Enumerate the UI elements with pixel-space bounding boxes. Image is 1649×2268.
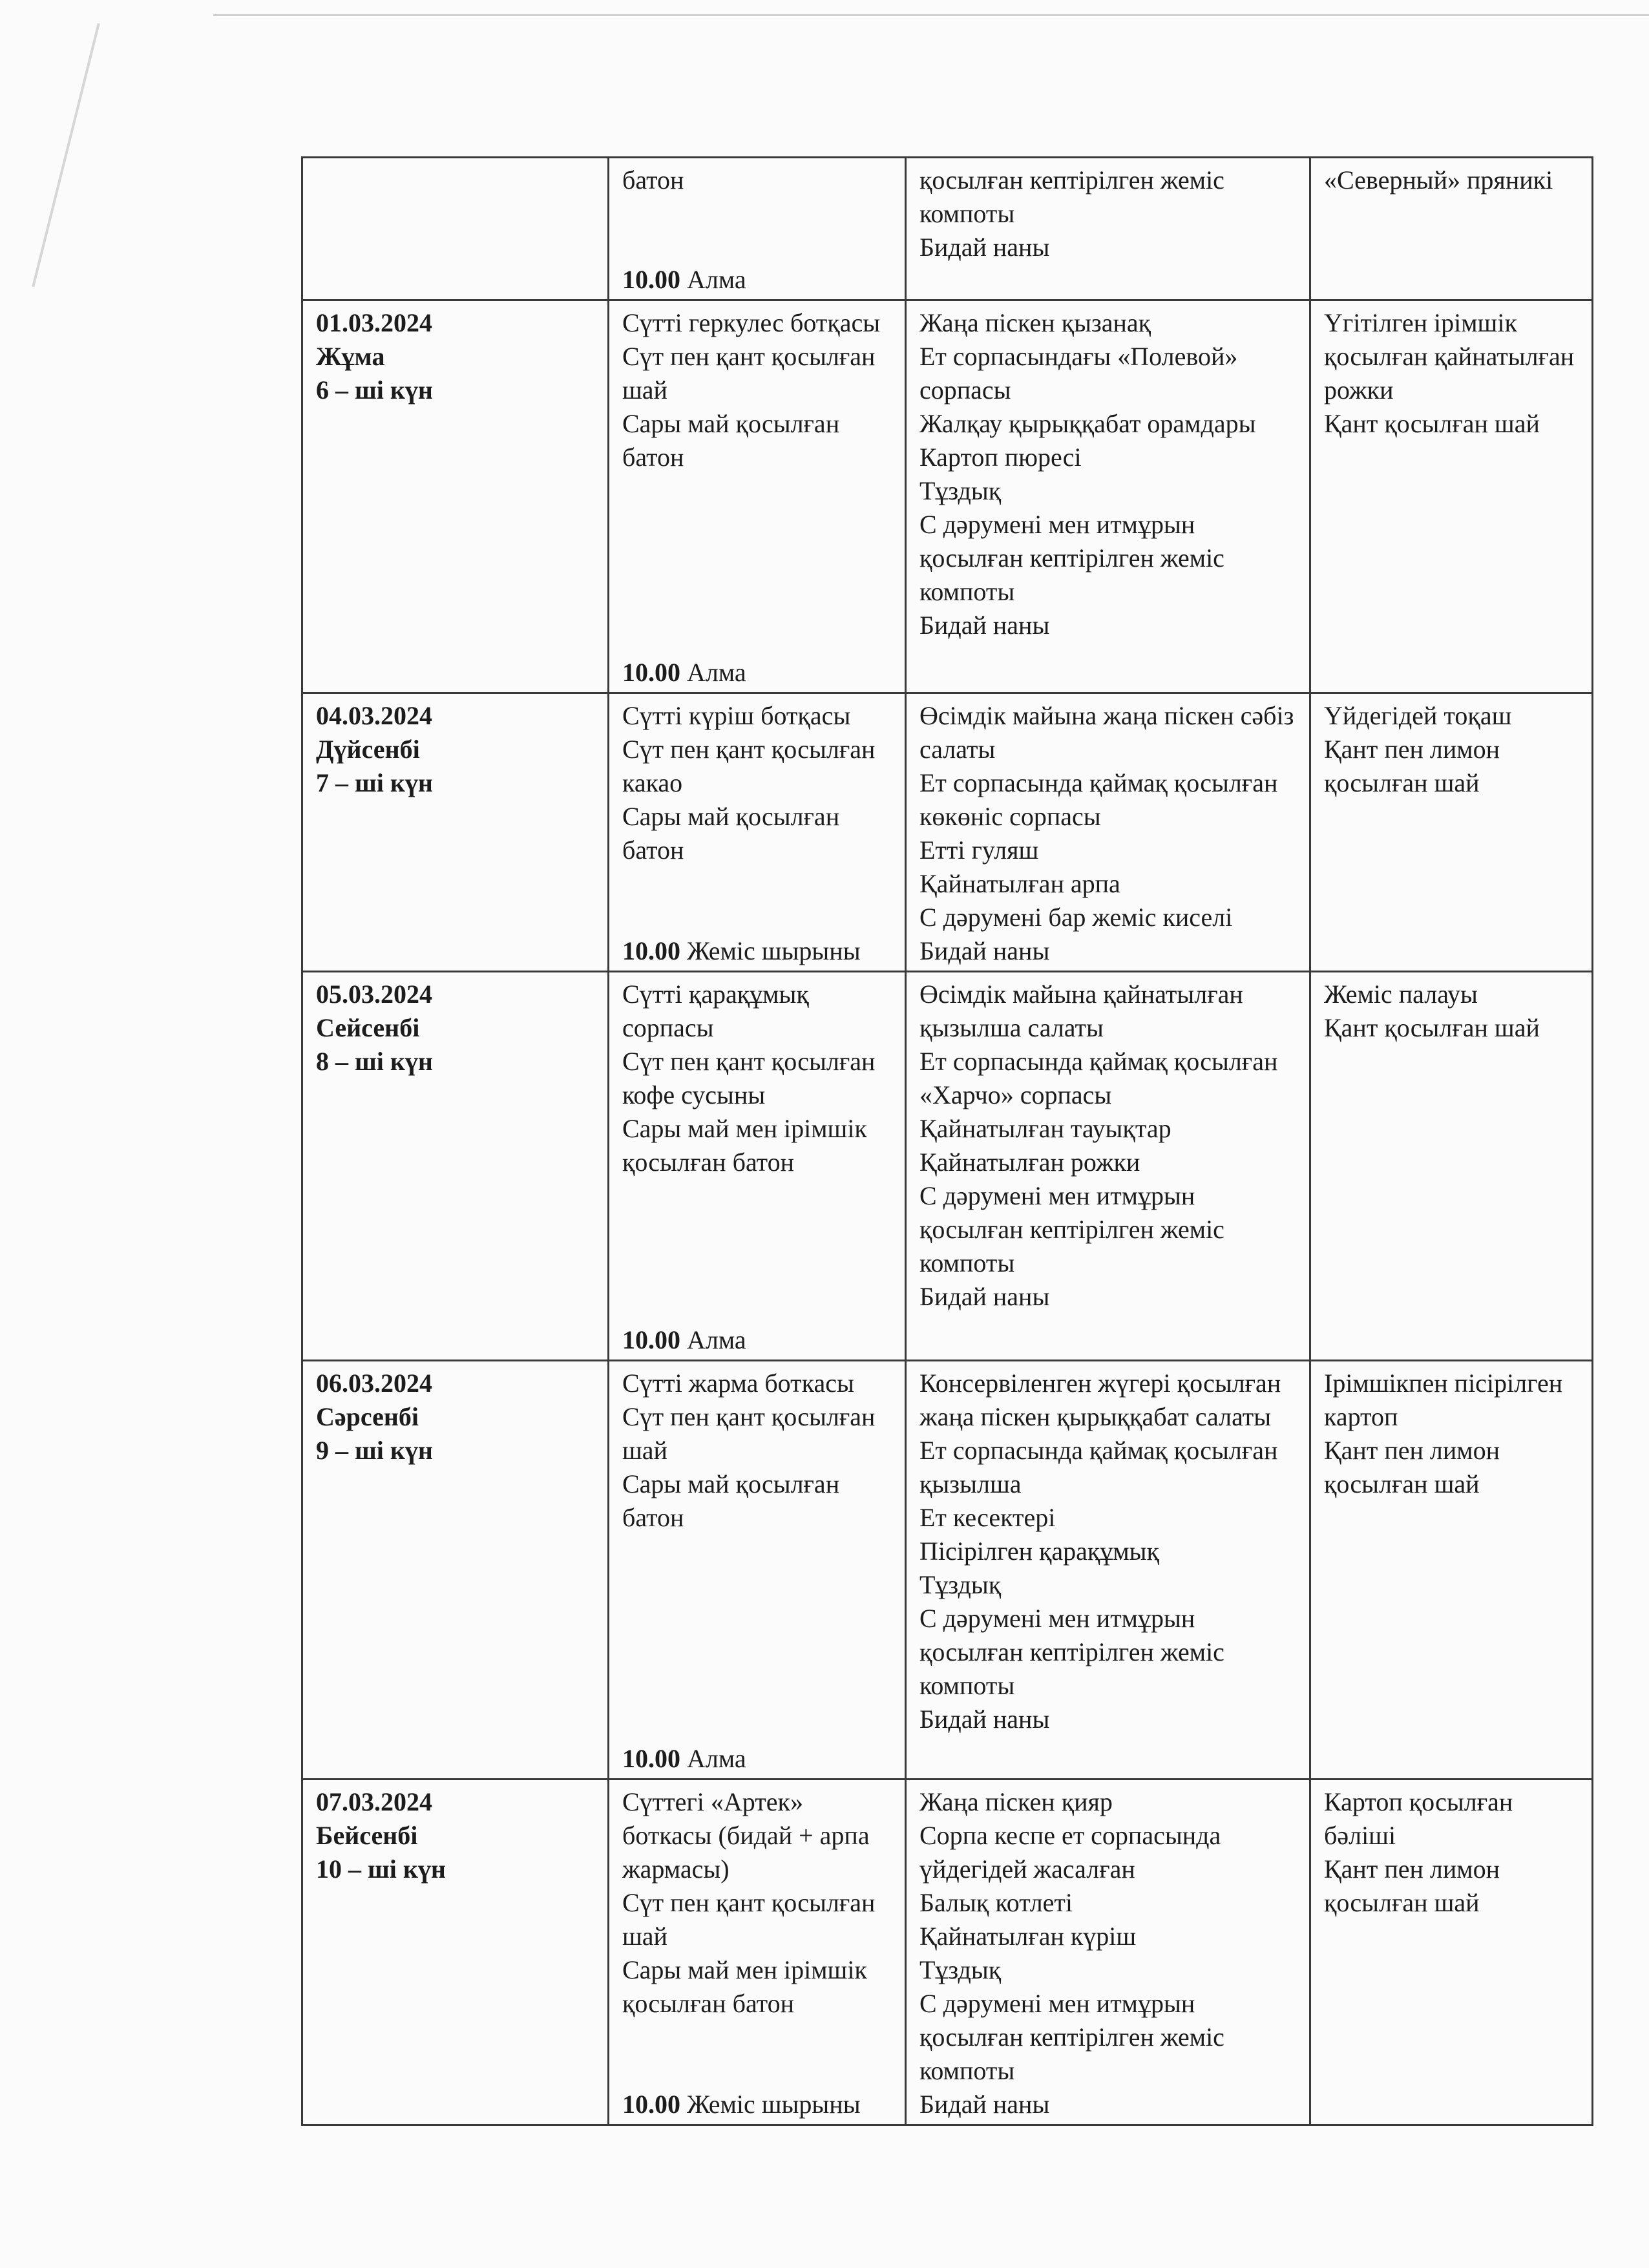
day-date: 01.03.2024 (316, 308, 432, 337)
day-date: 06.03.2024 (316, 1369, 432, 1398)
lunch-cell (906, 972, 1310, 1361)
snack-item: Жеміс шырыны (687, 2090, 861, 2119)
snack-time: 10.00 (622, 2090, 680, 2119)
day-cell (302, 300, 609, 693)
breakfast-item: Сүттегі «Артек» боткасы (бидай + арпа жармасы) (622, 1787, 870, 1884)
snack-item: Алма (687, 1744, 746, 1773)
menu-row (302, 300, 1593, 693)
breakfast-item: Сары май қосылған батон (622, 1469, 840, 1532)
day-cell (302, 158, 609, 300)
lunch-item: Бидай наны (919, 233, 1050, 262)
lunch-cell (906, 1361, 1310, 1780)
dinner-item: Ірімшікпен пісірілген картоп (1324, 1369, 1563, 1431)
dinner-item: Картоп қосылған бәліші (1324, 1787, 1513, 1850)
day-date: 07.03.2024 (316, 1787, 432, 1816)
snack-item: Алма (687, 265, 746, 294)
lunch-cell (906, 693, 1310, 972)
lunch-item: Ет сорпасында қаймақ қосылған «Харчо» сорпасы (919, 1047, 1278, 1109)
dinner-item: Қант қосылған шай (1324, 1013, 1540, 1042)
dinner-item: Қант пен лимон қосылған шай (1324, 735, 1500, 797)
dinner-item: Қант пен лимон қосылған шай (1324, 1436, 1500, 1498)
day-day-label: 10 – шi күн (316, 1854, 446, 1884)
breakfast-item: Сүтті геркулес ботқасы (622, 308, 881, 337)
day-cell (302, 1361, 609, 1780)
lunch-item: Қайнатылған рожки (919, 1148, 1140, 1177)
day-day-label: 9 – шi күн (316, 1436, 433, 1465)
lunch-item: қосылған кептірілген жеміс компоты (919, 165, 1224, 228)
breakfast-item: Сүт пен қант қосылған шай (622, 1402, 876, 1465)
breakfast-list (622, 978, 894, 1357)
day-date: 05.03.2024 (316, 980, 432, 1009)
lunch-item: Балық котлеті (919, 1888, 1073, 1917)
breakfast-list (622, 1785, 894, 2121)
snack-time: 10.00 (622, 936, 680, 965)
menu-row (302, 1361, 1593, 1780)
snack-item: Жеміс шырыны (687, 936, 861, 965)
breakfast-cell (609, 1361, 906, 1780)
snack-time: 10.00 (622, 265, 680, 294)
snack-line (622, 1323, 894, 1357)
day-weekday: Бейсенбі (316, 1821, 418, 1850)
lunch-item: Ет кесектері (919, 1503, 1056, 1532)
lunch-item: Қайнатылған күріш (919, 1922, 1137, 1951)
dinner-item: Үгітілген ірімшік қосылған қайнатылған рожки (1324, 308, 1575, 404)
dinner-item: Үйдегідей тоқаш (1324, 701, 1512, 730)
breakfast-item: батон (622, 165, 684, 194)
snack-item: Алма (687, 1325, 746, 1354)
day-cell (302, 1780, 609, 2125)
day-cell (302, 972, 609, 1361)
lunch-item: Жалқау қырыққабат орамдары (919, 409, 1256, 438)
lunch-item: Бидай наны (919, 1282, 1050, 1311)
breakfast-item: Сары май мен ірімшік қосылған батон (622, 1955, 867, 2018)
menu-row (302, 693, 1593, 972)
lunch-item: Бидай наны (919, 2090, 1050, 2119)
dinner-cell (1310, 1780, 1593, 2125)
dinner-cell (1310, 693, 1593, 972)
breakfast-cell (609, 972, 906, 1361)
breakfast-cell (609, 1780, 906, 2125)
snack-line (622, 2088, 894, 2121)
breakfast-item: Сүт пен қант қосылған какао (622, 735, 876, 797)
day-day-label: 6 – шi күн (316, 375, 433, 404)
breakfast-item: Сүтті күріш ботқасы (622, 701, 851, 730)
day-day-label: 8 – шi күн (316, 1047, 433, 1076)
scan-edge (213, 14, 1649, 16)
lunch-item: С дәрумені мен итмұрын қосылған кептірілген жеміс компоты (919, 1181, 1224, 1277)
breakfast-item: Сары май мен ірімшік қосылған батон (622, 1114, 867, 1177)
lunch-item: Қайнатылған арпа (919, 869, 1120, 898)
breakfast-item: Сүт пен қант қосылған кофе сусыны (622, 1047, 876, 1109)
lunch-item: Тұздық (919, 1955, 1002, 1984)
lunch-item: Бидай наны (919, 1705, 1050, 1734)
lunch-item: Жаңа піскен қызанақ (919, 308, 1151, 337)
snack-line (622, 1742, 894, 1776)
snack-time: 10.00 (622, 1744, 680, 1773)
lunch-cell (906, 1780, 1310, 2125)
lunch-cell (906, 158, 1310, 300)
breakfast-list (622, 163, 894, 297)
breakfast-item: Сүтті қарақұмық сорпасы (622, 980, 809, 1042)
lunch-item: Пісірілген қарақұмық (919, 1537, 1159, 1566)
lunch-item: С дәрумені мен итмұрын қосылған кептірілген жеміс компоты (919, 1989, 1224, 2085)
snack-time: 10.00 (622, 1325, 680, 1354)
breakfast-cell (609, 300, 906, 693)
lunch-item: Қайнатылған тауықтар (919, 1114, 1171, 1143)
lunch-item: Бидай наны (919, 611, 1050, 640)
menu-row (302, 158, 1593, 300)
dinner-item: Қант пен лимон қосылған шай (1324, 1854, 1500, 1917)
lunch-item: Етті гуляш (919, 835, 1039, 865)
lunch-item: С дәрумені бар жеміс киселі (919, 903, 1233, 932)
breakfast-item: Сүтті жарма боткасы (622, 1369, 854, 1398)
dinner-item: Қант қосылған шай (1324, 409, 1540, 438)
breakfast-item: Сүт пен қант қосылған шай (622, 1888, 876, 1951)
lunch-item: Өсімдік майына жаңа піскен сәбіз салаты (919, 701, 1294, 764)
breakfast-list (622, 1367, 894, 1776)
lunch-item: Бидай наны (919, 936, 1050, 965)
lunch-item: Ет сорпасында қаймақ қосылған көкөніс сорпасы (919, 768, 1278, 831)
snack-line (622, 934, 894, 968)
breakfast-item: Сүт пен қант қосылған шай (622, 342, 876, 404)
lunch-item: Ет сорпасында қаймақ қосылған қызылша (919, 1436, 1278, 1498)
dinner-item: Жеміс палауы (1324, 980, 1478, 1009)
breakfast-list (622, 306, 894, 689)
menu-table-body (302, 158, 1593, 2125)
day-weekday: Жұма (316, 342, 385, 371)
lunch-item: Консервіленген жүгері қосылған жаңа піскен қырыққабат салаты (919, 1369, 1281, 1431)
menu-row (302, 972, 1593, 1361)
breakfast-list (622, 699, 894, 968)
snack-time: 10.00 (622, 658, 680, 687)
dinner-cell (1310, 1361, 1593, 1780)
lunch-item: С дәрумені мен итмұрын қосылған кептірілген жеміс компоты (919, 1604, 1224, 1700)
lunch-item: С дәрумені мен итмұрын қосылған кептірілген жеміс компоты (919, 510, 1224, 606)
lunch-item: Тұздық (919, 476, 1002, 505)
day-weekday: Сейсенбі (316, 1013, 420, 1042)
day-weekday: Дүйсенбі (316, 735, 420, 764)
menu-row (302, 1780, 1593, 2125)
breakfast-item: Сары май қосылған батон (622, 409, 840, 472)
lunch-cell (906, 300, 1310, 693)
breakfast-cell (609, 693, 906, 972)
snack-line (622, 263, 894, 297)
menu-table (301, 156, 1593, 2126)
dinner-cell (1310, 972, 1593, 1361)
day-day-label: 7 – шi күн (316, 768, 433, 797)
snack-line (622, 656, 894, 689)
breakfast-item: Сары май қосылған батон (622, 802, 840, 865)
day-date: 04.03.2024 (316, 701, 432, 730)
dinner-cell (1310, 300, 1593, 693)
lunch-item: Картоп пюресі (919, 443, 1082, 472)
snack-item: Алма (687, 658, 746, 687)
lunch-item: Ет сорпасындағы «Полевой» сорпасы (919, 342, 1238, 404)
day-cell (302, 693, 609, 972)
lunch-item: Тұздық (919, 1570, 1002, 1599)
scan-edge (32, 23, 100, 287)
dinner-cell (1310, 158, 1593, 300)
dinner-item: «Северный» пряникі (1324, 165, 1553, 194)
day-weekday: Сәрсенбі (316, 1402, 419, 1431)
lunch-item: Сорпа кеспе ет сорпасында үйдегідей жасалған (919, 1821, 1221, 1884)
breakfast-cell (609, 158, 906, 300)
lunch-item: Өсімдік майына қайнатылған қызылша салаты (919, 980, 1243, 1042)
lunch-item: Жаңа піскен қияр (919, 1787, 1113, 1816)
